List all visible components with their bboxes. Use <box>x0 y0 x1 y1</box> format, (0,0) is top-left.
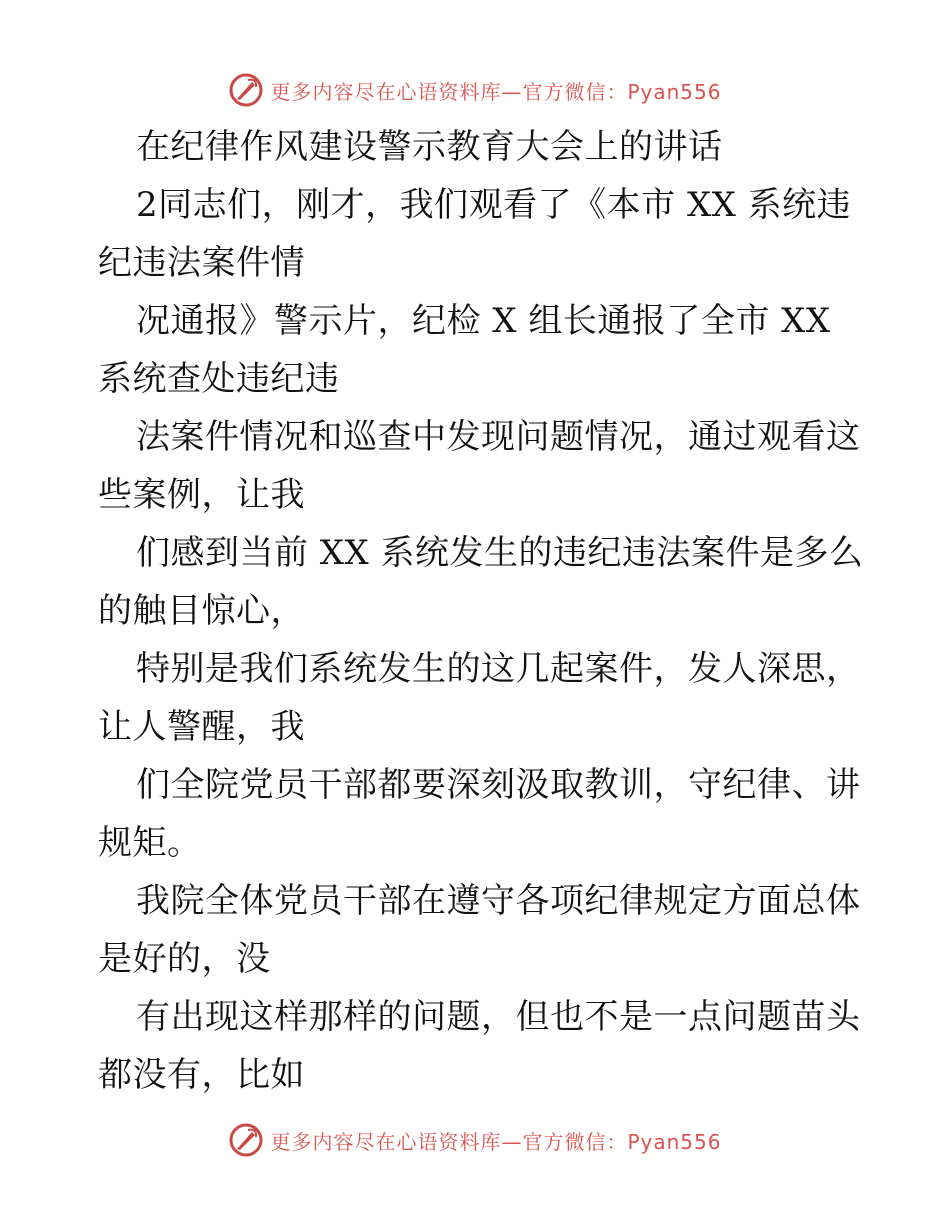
text-line: 况通报》警示片，纪检 X 组长通报了全市 XX <box>136 301 831 341</box>
text-line: 们全院党员干部都要深刻汲取教训，守纪律、讲 <box>136 765 861 805</box>
text-line: 纪违法案件情 <box>98 243 305 283</box>
text-line: 些案例，让我 <box>98 475 305 515</box>
watermark-text: 更多内容尽在心语资料库—官方微信：Pyan556 <box>270 79 722 104</box>
text-line: 2同志们，刚才，我们观看了《本市 XX 系统违 <box>136 185 852 225</box>
text-line: 在纪律作风建设警示教育大会上的讲话 <box>136 127 723 167</box>
text-line: 特别是我们系统发生的这几起案件，发人深思， <box>136 649 861 689</box>
footer-watermark <box>0 1120 950 1160</box>
text-line: 系统查处违纪违 <box>98 359 340 399</box>
text-line: 都没有，比如 <box>98 1055 305 1095</box>
text-line: 们感到当前 XX 系统发生的违纪违法案件是多么 <box>136 533 864 573</box>
quill-logo-icon <box>228 72 264 108</box>
watermark-text: 更多内容尽在心语资料库—官方微信：Pyan556 <box>270 1129 722 1154</box>
text-line: 是好的，没 <box>98 939 271 979</box>
text-line: 我院全体党员干部在遵守各项纪律规定方面总体 <box>136 881 861 921</box>
document-body <box>98 118 864 1104</box>
text-line: 的触目惊心， <box>98 591 305 631</box>
text-line: 法案件情况和巡查中发现问题情况，通过观看这 <box>136 417 861 457</box>
text-line: 有出现这样那样的问题，但也不是一点问题苗头 <box>136 997 861 1037</box>
text-line: 规矩。 <box>98 823 202 863</box>
text-line: 让人警醒，我 <box>98 707 305 747</box>
header-watermark <box>0 70 950 110</box>
quill-logo-icon <box>228 1122 264 1158</box>
